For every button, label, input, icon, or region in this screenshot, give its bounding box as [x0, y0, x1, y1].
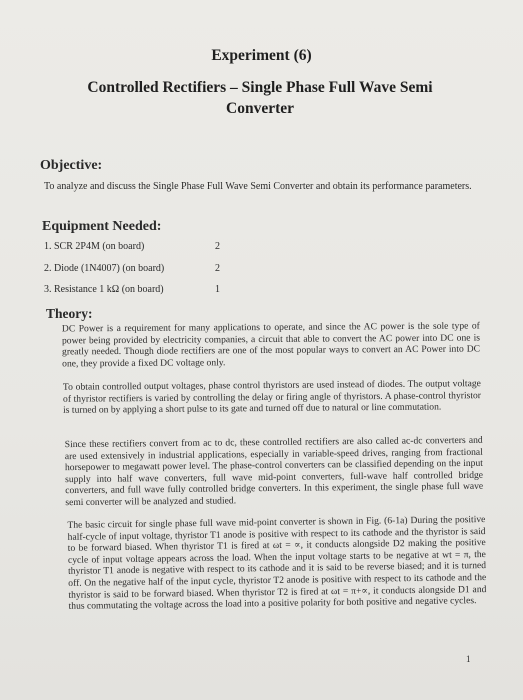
page-subtitle: Controlled Rectifiers – Single Phase Full Wave Semi Converter [87, 79, 433, 117]
theory-paragraph [53, 378, 481, 417]
theory-paragraph [57, 514, 486, 613]
objective-text: To analyze and discuss the Single Phase Full Wave Semi Converter and obtain its performance parameters. [44, 181, 472, 192]
equipment-item-name: 2. Diode (1N4007) (on board) [44, 262, 165, 274]
equipment-list [44, 241, 234, 306]
equipment-item-qty: 1 [215, 284, 220, 295]
theory-paragraph-text: DC Power is a requirement for many applications to operate, and since the AC power is the sole type of power being provided by electricity companies, a circuit that able to convert the AC power into DC one is greatly needed. Though diode rectifiers are one of the most popular ways to convert an AC Power into DC one, they provide a fixed DC voltage only. [61, 320, 481, 370]
equipment-item-qty: 2 [215, 241, 220, 252]
equipment-item [44, 284, 234, 306]
objective-heading: Objective: [40, 158, 103, 173]
theory-paragraph-text: To obtain controlled output voltages, phase control thyristors are used instead of diodes. The output voltage of thyristor rectifiers is varied by controlling the delay or firing angle of thyristors. A phase-control thyristor is turned on by applying a short pulse to its gate and turned off due to natural or line commutation. [62, 378, 482, 416]
equipment-heading: Equipment Needed: [42, 219, 162, 234]
theory-heading: Theory: [46, 306, 93, 321]
theory-paragraph [52, 321, 480, 370]
equipment-item-qty: 2 [215, 262, 220, 274]
equipment-item-name: 1. SCR 2P4M (on board) [44, 241, 145, 252]
theory-paragraph-text: The basic circuit for single phase full wave mid-point converter is shown in Fig. (6-1a) During the positive half-cycle of input voltage, thyristor T1 anode is positive with respect to its cathode and the thyristor is said to be forward biased. When thyristor T1 is fired at ωt = ∝, it conducts alongside D2 making the positive cycle of input voltage appears across the load. When the input voltage starts to be negative at wt = π, the thyristor T1 anode is negative with respect to its cathode and it is said to be reverse biased; and it is turned off. On the negative half of the input cycle, thyristor T2 anode is positive with respect to its cathode and the thyristor is said to be forward biased. When thyristor T2 is fired at ωt = π+∝, it conducts alongside D1 and thus commutating the voltage across the load into a positive polarity for both positive and negative cycles. [67, 514, 487, 613]
theory-paragraph [55, 435, 484, 509]
equipment-item [44, 241, 234, 263]
page-number: 1 [466, 654, 471, 664]
equipment-item [44, 263, 234, 285]
equipment-item-name: 3. Resistance 1 kΩ (on board) [44, 284, 164, 295]
page-title: Experiment (6) [211, 47, 312, 64]
theory-paragraph-text: Since these rectifiers convert from ac to dc, these controlled rectifiers are also called ac-dc converters and are used extensively in industrial applications, especially in variable-speed drives, ranging from fractional horsepower to megawatt power level. The phase-control converters can be classified depending on the input supply into half wave converters, full wave mid-point converters, full-wave half controlled bridge converters, and full wave fully controlled bridge converters. In this experiment, the single phase full wave semi converter will be analyzed and studied. [64, 434, 484, 509]
